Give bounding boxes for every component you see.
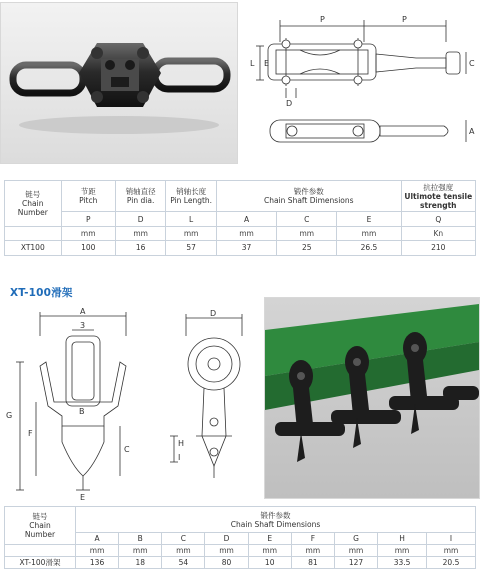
table-cell: P <box>61 212 115 226</box>
table-cell: mm <box>277 226 337 240</box>
header-text: 销轴直径 <box>125 187 156 197</box>
slider-front-drawing <box>0 306 160 502</box>
dim-e: E <box>80 493 86 502</box>
table-cell: mm <box>205 545 248 557</box>
table-cell: mm <box>76 545 119 557</box>
table-cell: mm <box>291 545 334 557</box>
chain-number-header <box>5 181 62 227</box>
table-cell: 10 <box>248 557 291 569</box>
table-cell: mm <box>119 545 162 557</box>
dim-g: G <box>6 411 13 420</box>
header-text: 销轴长度 <box>176 187 207 197</box>
table-cell: 18 <box>119 557 162 569</box>
table-cell: XT100 <box>5 240 62 255</box>
table-cell: C <box>162 533 205 545</box>
table-cell: L <box>166 212 217 226</box>
table-cell: 54 <box>162 557 205 569</box>
table-row <box>5 240 476 255</box>
dim-p-left: P <box>320 15 325 24</box>
table-cell: 37 <box>216 240 276 255</box>
table-cell: mm <box>248 545 291 557</box>
table-cell: F <box>291 533 334 545</box>
header-text: Number <box>17 207 48 217</box>
table-cell: A <box>216 212 276 226</box>
header-text: Ultimote tensile <box>404 191 473 201</box>
table-cell: 210 <box>401 240 475 255</box>
dim-i: I <box>178 453 181 462</box>
table-cell: mm <box>166 226 217 240</box>
table-cell: 57 <box>166 240 217 255</box>
slider-photo <box>264 297 480 499</box>
table-cell: mm <box>162 545 205 557</box>
table-cell: 81 <box>291 557 334 569</box>
slider-side-drawing <box>166 306 262 502</box>
pitch-header <box>61 181 115 212</box>
table-cell: 26.5 <box>337 240 401 255</box>
header-text: Pin dia. <box>126 196 155 206</box>
header-text: Chain <box>29 521 51 530</box>
table-cell: 25 <box>277 240 337 255</box>
table-cell: H <box>378 533 427 545</box>
table-cell: 33.5 <box>378 557 427 569</box>
header-text: 链号 <box>32 512 48 521</box>
table-cell: mm <box>337 226 401 240</box>
dim-d: D <box>286 99 293 108</box>
table-cell: mm <box>378 545 427 557</box>
table-cell: XT-100滑架 <box>5 557 76 569</box>
pin-dia-header <box>115 181 165 212</box>
table-cell: mm <box>427 545 476 557</box>
table-cell: 127 <box>334 557 377 569</box>
dim-a: A <box>80 307 86 316</box>
table-cell: C <box>277 212 337 226</box>
dim-c: C <box>469 59 475 68</box>
table-cell: E <box>337 212 401 226</box>
chain-number-header <box>5 507 76 545</box>
dim-a: A <box>469 127 475 136</box>
table-cell: D <box>115 212 165 226</box>
tensile-header <box>401 181 475 212</box>
dim-e: E <box>264 59 270 68</box>
table-cell: mm <box>61 226 115 240</box>
table-cell: I <box>427 533 476 545</box>
dim-c: C <box>124 445 130 454</box>
dim-b: B <box>79 407 85 416</box>
section-title: XT-100滑架 <box>10 287 73 299</box>
table-cell: 20.5 <box>427 557 476 569</box>
table-cell: E <box>248 533 291 545</box>
pin-length-header <box>166 181 217 212</box>
table-cell: Kn <box>401 226 475 240</box>
chain-drawing <box>240 2 480 162</box>
dim-d: D <box>210 309 217 318</box>
table-cell <box>5 545 76 557</box>
header-text: Chain <box>22 198 44 208</box>
shaft-dimensions-header <box>76 507 476 533</box>
table-cell: 100 <box>61 240 115 255</box>
table-cell: B <box>119 533 162 545</box>
spec-table-chain <box>4 180 476 256</box>
header-text: Pitch <box>79 196 98 206</box>
header-text: Pin Length. <box>170 196 213 206</box>
table-cell: mm <box>334 545 377 557</box>
table-cell: 80 <box>205 557 248 569</box>
header-text: 锻件参数 <box>293 187 324 197</box>
table-cell: A <box>76 533 119 545</box>
table-cell: 136 <box>76 557 119 569</box>
chain-photo <box>0 2 238 164</box>
table-row <box>5 557 476 569</box>
table-cell: mm <box>115 226 165 240</box>
dim-p-right: P <box>402 15 407 24</box>
header-text: 抗拉强度 <box>423 182 454 192</box>
table-cell: 16 <box>115 240 165 255</box>
dim-3: 3 <box>80 321 86 330</box>
header-text: 链号 <box>25 189 41 199</box>
shaft-dimensions-header <box>216 181 401 212</box>
header-text: 锻件参数 <box>260 510 291 520</box>
header-text: 节距 <box>80 187 96 197</box>
dim-h: H <box>178 439 185 448</box>
header-text: Chain Shaft Dimensions <box>264 196 354 206</box>
table-cell: G <box>334 533 377 545</box>
table-cell <box>5 226 62 240</box>
table-cell: Q <box>401 212 475 226</box>
table-cell: D <box>205 533 248 545</box>
header-text: Number <box>24 530 56 539</box>
header-text: strength <box>420 200 457 210</box>
dim-l: L <box>250 59 255 68</box>
spec-table-slider <box>4 506 476 569</box>
dim-f: F <box>28 429 33 438</box>
table-cell: mm <box>216 226 276 240</box>
header-text: Chain Shaft Dimensions <box>230 519 321 529</box>
